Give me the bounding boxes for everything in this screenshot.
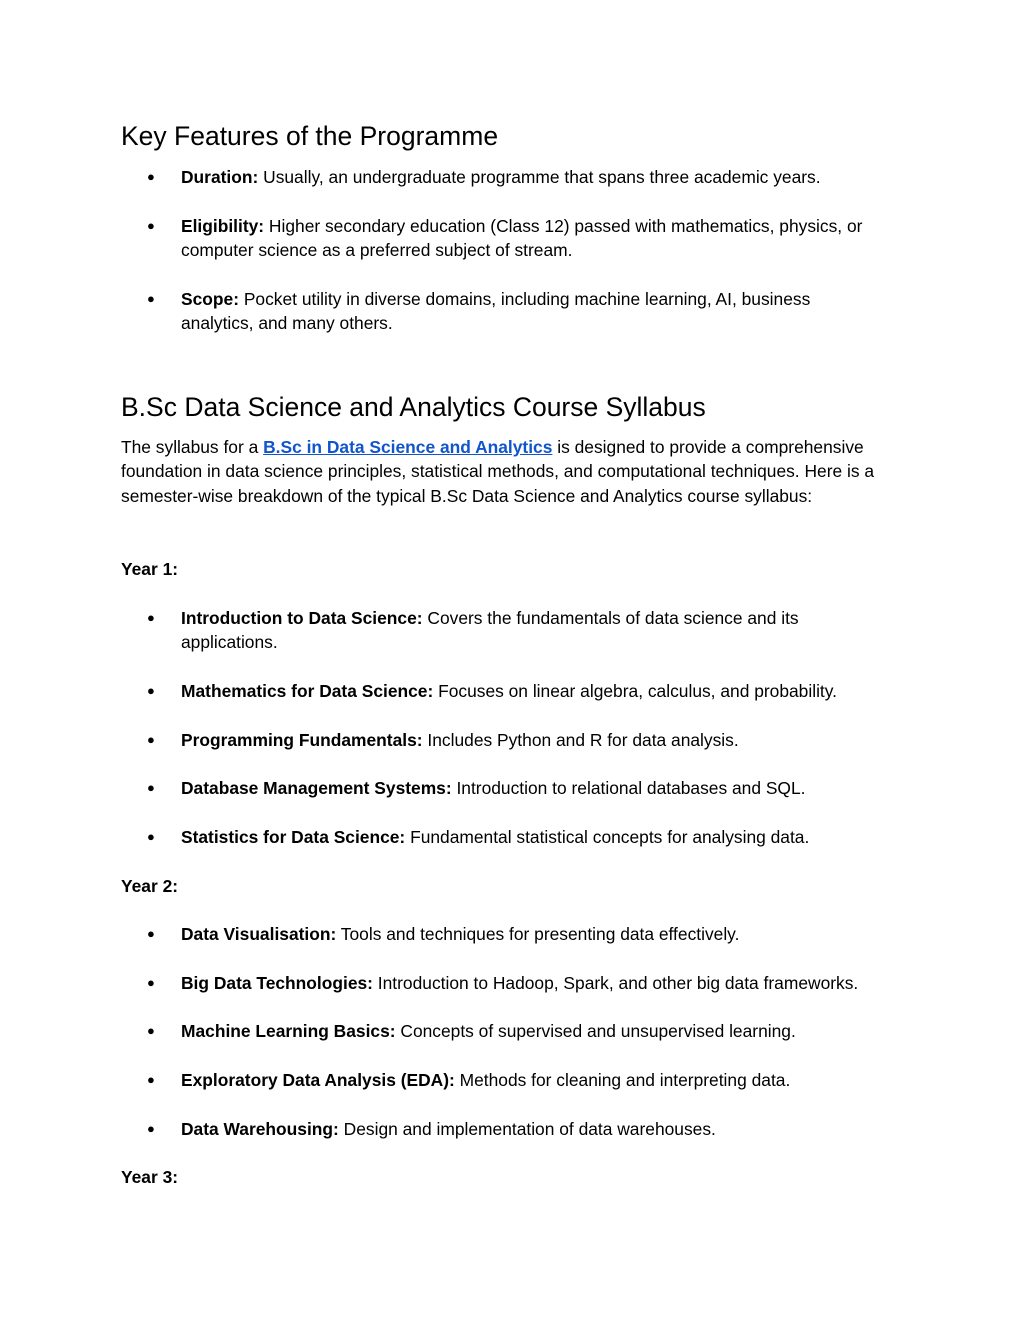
course-label: Data Visualisation: xyxy=(181,924,337,944)
bullet: ● xyxy=(147,218,155,233)
bullet: ● xyxy=(147,610,155,625)
course-label: Programming Fundamentals: xyxy=(181,730,423,750)
bullet: ● xyxy=(147,1023,155,1038)
course-text: Fundamental statistical concepts for analysing data. xyxy=(405,827,810,847)
year-label: Year 3: xyxy=(121,1167,179,1187)
course-label: Exploratory Data Analysis (EDA): xyxy=(181,1070,455,1090)
feature-text: Pocket utility in diverse domains, including machine learning, AI, business analytics, and many others. xyxy=(181,289,811,334)
course-text: Introduction to relational databases and SQL. xyxy=(451,778,806,798)
bullet: ● xyxy=(147,975,155,990)
year-label: Year 2: xyxy=(121,876,179,896)
bullet: ● xyxy=(147,780,155,795)
bullet: ● xyxy=(147,291,155,306)
key-features-heading: Key Features of the Programme xyxy=(121,121,499,151)
course-text: Design and implementation of data warehouses. xyxy=(338,1119,716,1139)
course-item xyxy=(181,776,921,800)
course-item xyxy=(181,971,921,995)
feature-label: Eligibility: xyxy=(181,216,265,236)
course-text: Introduction to Hadoop, Spark, and other big data frameworks. xyxy=(372,973,859,993)
course-item xyxy=(181,606,861,655)
bullet: ● xyxy=(147,683,155,698)
feature-eligibility xyxy=(181,214,921,263)
course-label: Data Warehousing: xyxy=(181,1119,339,1139)
year-1-label xyxy=(121,557,911,581)
bullet: ● xyxy=(147,732,155,747)
feature-label: Duration: xyxy=(181,167,259,187)
bullet: ● xyxy=(147,1072,155,1087)
intro-text: is designed to provide a comprehensive foundation in data science principles, statistical methods, and computational techniques. Here is a semester-wise breakdown of the typical B.Sc Data Science and Analytics course syllabus: xyxy=(121,437,875,506)
course-item xyxy=(181,922,921,946)
course-text: Concepts of supervised and unsupervised learning. xyxy=(395,1021,796,1041)
degree-link[interactable]: B.Sc in Data Science and Analytics xyxy=(263,437,553,457)
course-item xyxy=(181,1068,921,1092)
feature-text: Usually, an undergraduate programme that spans three academic years. xyxy=(258,167,821,187)
course-label: Statistics for Data Science: xyxy=(181,827,406,847)
bullet: ● xyxy=(147,829,155,844)
year-label: Year 1: xyxy=(121,559,179,579)
course-item xyxy=(181,1019,921,1043)
course-item xyxy=(181,679,921,703)
course-text: Covers the fundamentals of data science and its applications. xyxy=(181,608,799,653)
feature-scope xyxy=(181,287,881,336)
course-item xyxy=(181,728,921,752)
year-2-label xyxy=(121,874,911,898)
course-item xyxy=(181,1117,921,1141)
year-3-label xyxy=(121,1165,911,1189)
intro-text: The syllabus for a xyxy=(121,437,264,457)
course-label: Mathematics for Data Science: xyxy=(181,681,434,701)
course-text: Methods for cleaning and interpreting data. xyxy=(454,1070,791,1090)
bullet: ● xyxy=(147,169,155,184)
course-text: Includes Python and R for data analysis. xyxy=(422,730,739,750)
course-label: Introduction to Data Science: xyxy=(181,608,423,628)
syllabus-heading: B.Sc Data Science and Analytics Course Syllabus xyxy=(121,392,706,422)
course-text: Focuses on linear algebra, calculus, and probability. xyxy=(433,681,838,701)
bullet: ● xyxy=(147,926,155,941)
course-text: Tools and techniques for presenting data effectively. xyxy=(336,924,740,944)
course-label: Database Management Systems: xyxy=(181,778,452,798)
course-label: Big Data Technologies: xyxy=(181,973,373,993)
feature-label: Scope: xyxy=(181,289,239,309)
bullet: ● xyxy=(147,1121,155,1136)
feature-text: Higher secondary education (Class 12) passed with mathematics, physics, or computer science as a preferred subject of stream. xyxy=(181,216,863,261)
course-label: Machine Learning Basics: xyxy=(181,1021,396,1041)
syllabus-intro xyxy=(121,435,911,508)
feature-duration xyxy=(181,165,921,189)
course-item xyxy=(181,825,921,849)
